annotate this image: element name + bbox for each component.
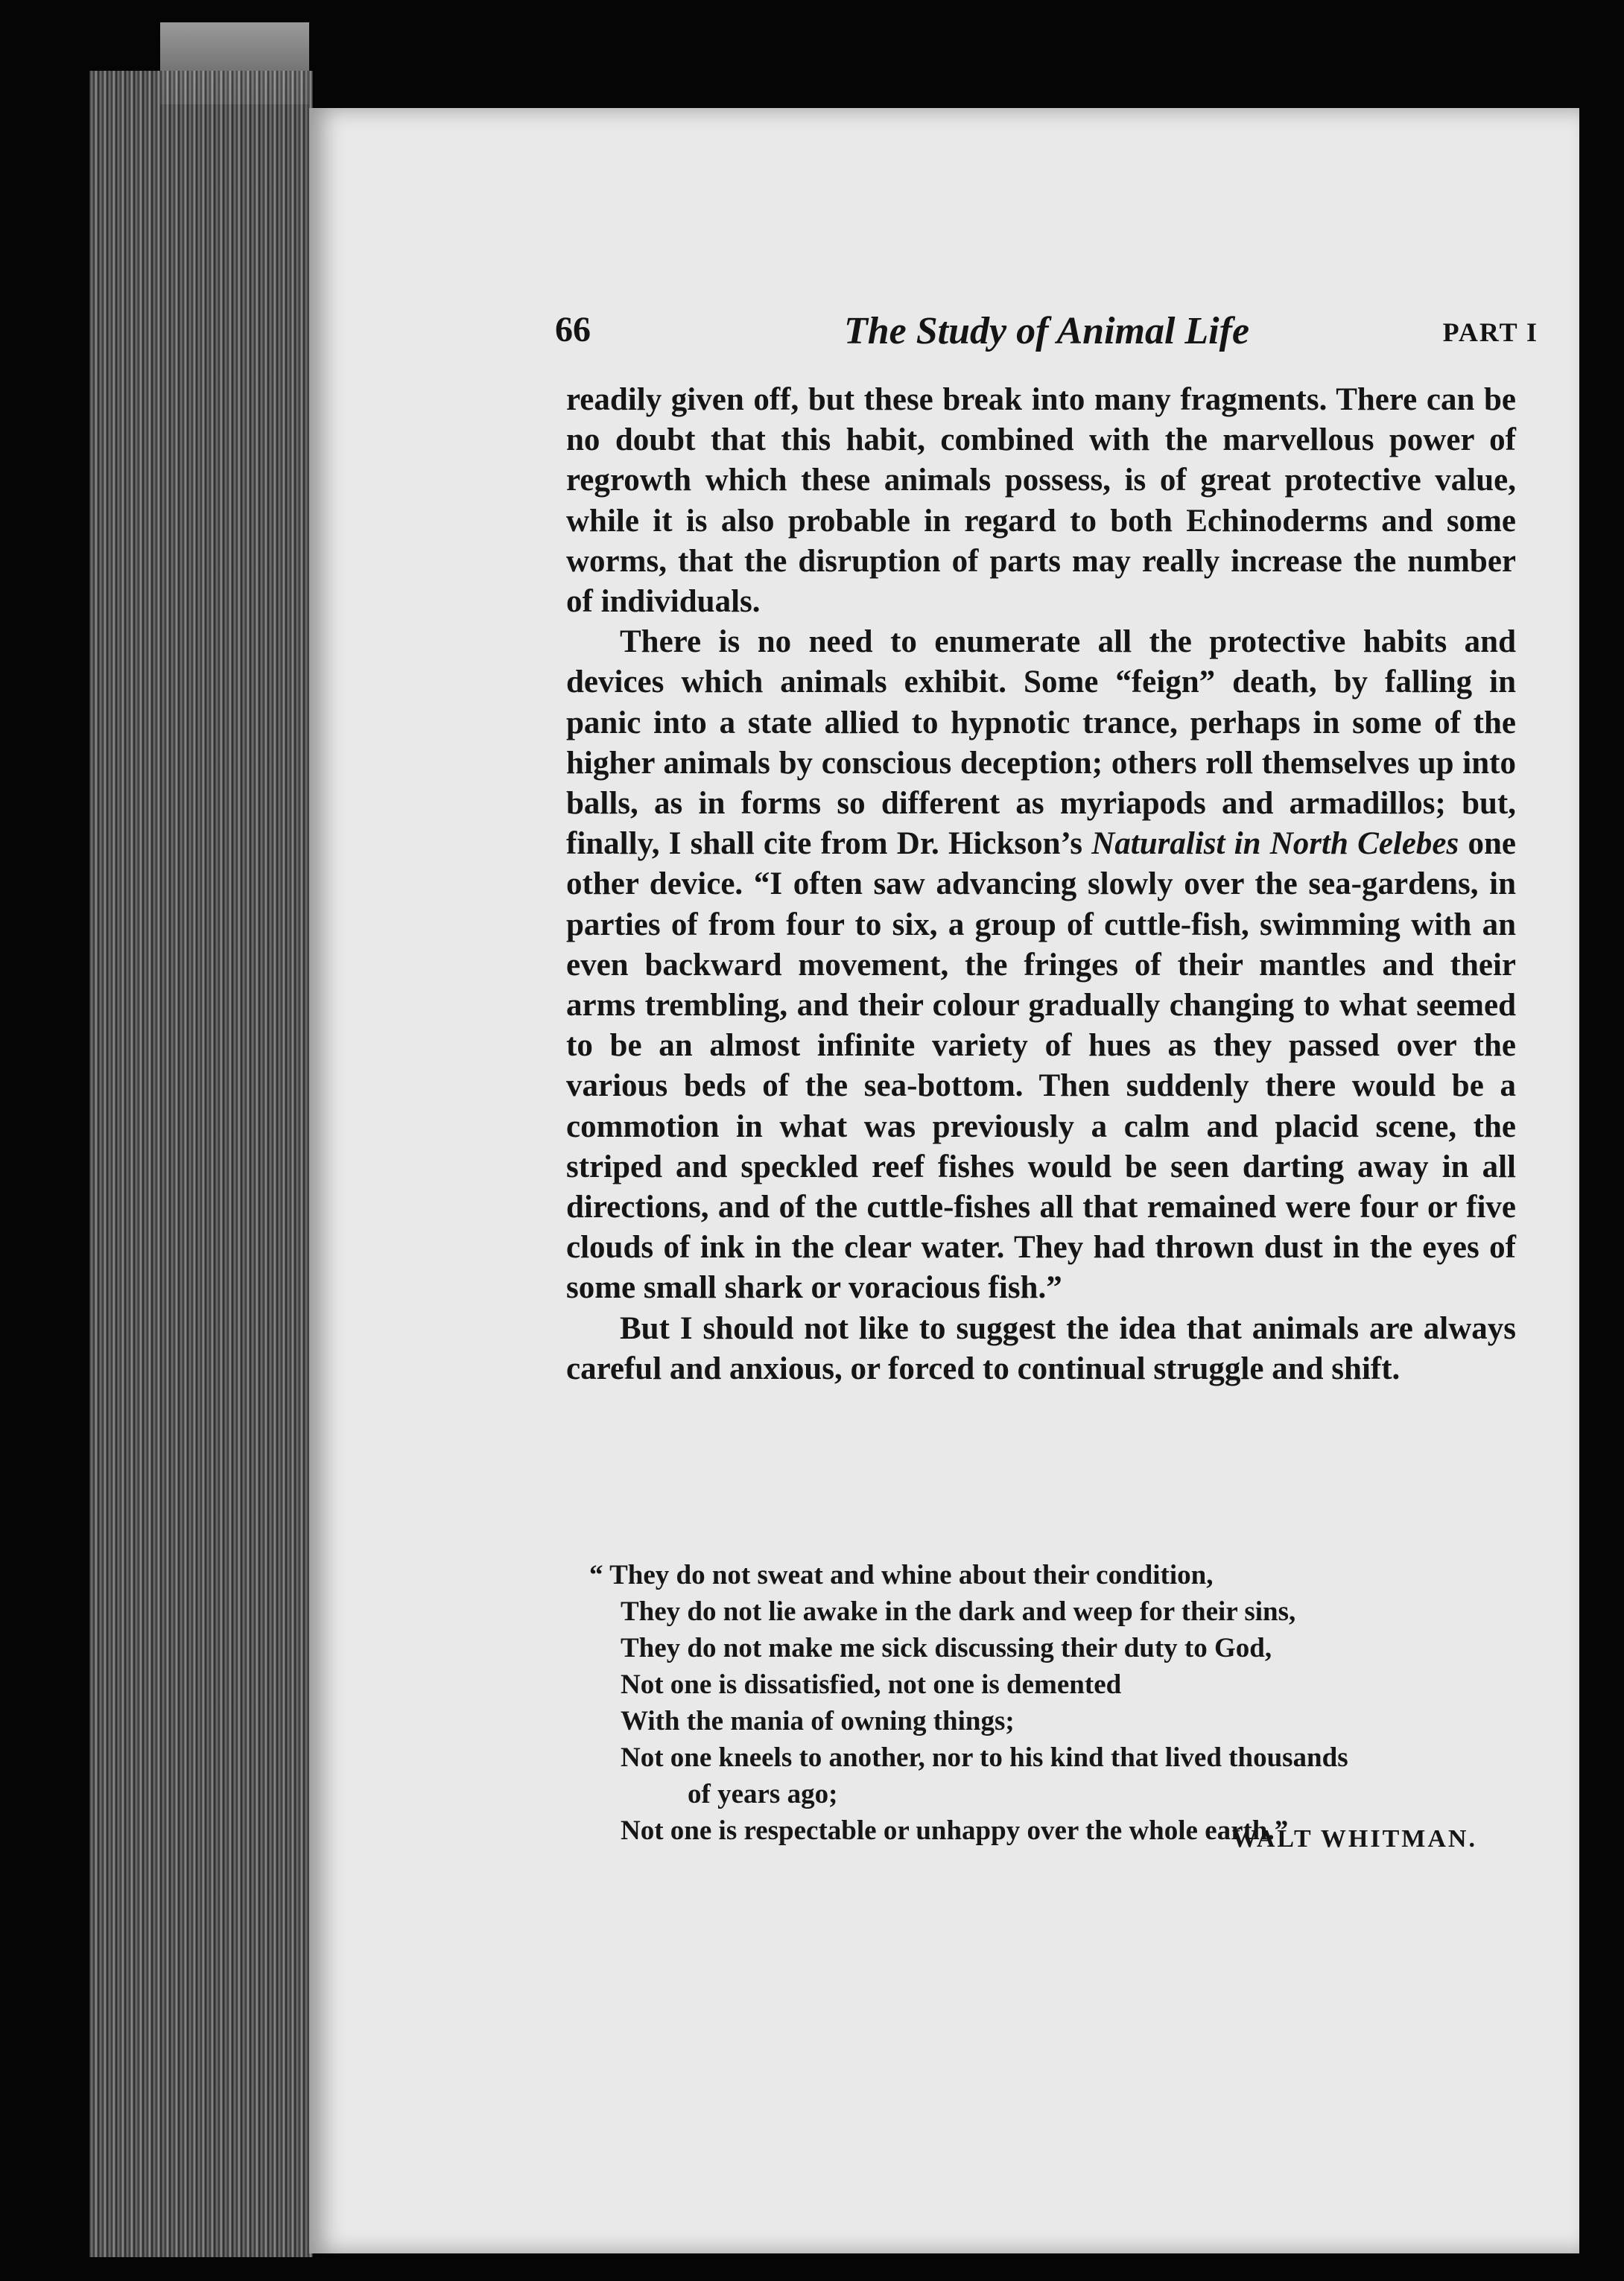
running-header: [555, 309, 1538, 376]
verse-line: They do not make me sick discussing their duty to God,: [621, 1633, 1272, 1663]
paragraph-1: readily given off, but these break into many fragments. There can be no doubt that this habit, combined with the marvellous power of regrowth which these animals possess, is of great protective value, while it is also probable in regard to both Echinoderms and some worms, that the disruption of parts may really increase the number of individuals.: [566, 382, 1516, 620]
quote-attribution: WALT WHITMAN.: [1231, 1825, 1477, 1853]
verse-line: Not one is dissatisfied, not one is demented: [621, 1669, 1122, 1700]
book-page: [309, 108, 1579, 2253]
verse-line: of years ago;: [688, 1779, 838, 1809]
paragraph-2-end: one other device. “I often saw advancing slowly over the sea-gardens, in parties of from four to six, a group of cuttle-fish, swimming with an even backward movement, the fringes of their mantles and their arms trembling, and their colour gradually changing to what seemed to be an almost infinite variety of hues as they passed over the various beds of the sea-bottom. Then suddenly there would be a commotion in what was previously a calm and placid scene, the striped and speckled reef fishes would be seen darting away in all directions, and of the cuttle-fishes all that remained were four or five clouds of ink in the clear water. They had thrown dust in the eyes of some small shark or voracious fish.”: [566, 826, 1516, 1306]
book-page-edges: [89, 71, 313, 2257]
verse-line: They do not lie awake in the dark and weep for their sins,: [621, 1596, 1296, 1627]
verse-line: Not one is respectable or unhappy over the whole earth.”: [621, 1815, 1289, 1846]
verse-line: Not one kneels to another, nor to his kind that lived thousands: [621, 1742, 1348, 1773]
part-label: PART I: [1442, 317, 1538, 347]
body-text: [566, 380, 1516, 1389]
paragraph-3: But I should not like to suggest the idea that animals are always careful and anxious, or forced to continual struggle and shift.: [566, 1310, 1516, 1386]
verse-line: “ They do not sweat and whine about their condition,: [589, 1560, 1214, 1590]
book-title: Naturalist in North Celebes: [1091, 826, 1459, 862]
whitman-quote: [589, 1557, 1526, 1849]
paragraph-2-start: There is no need to enumerate all the protective habits and devices which animals exhibit. Some “feign” death, by falling in panic into a state allied to hypnotic trance, perhaps in some of the higher animals by conscious deception; others roll themselves up into balls, as in forms so different as myriapods and armadillos; but, finally, I shall cite from Dr. Hickson’s: [566, 624, 1516, 862]
running-title: The Study of Animal Life: [843, 310, 1250, 352]
paragraph-2: [566, 622, 1516, 1308]
verse-line: With the mania of owning things;: [621, 1706, 1015, 1736]
page-number: 66: [555, 310, 591, 349]
